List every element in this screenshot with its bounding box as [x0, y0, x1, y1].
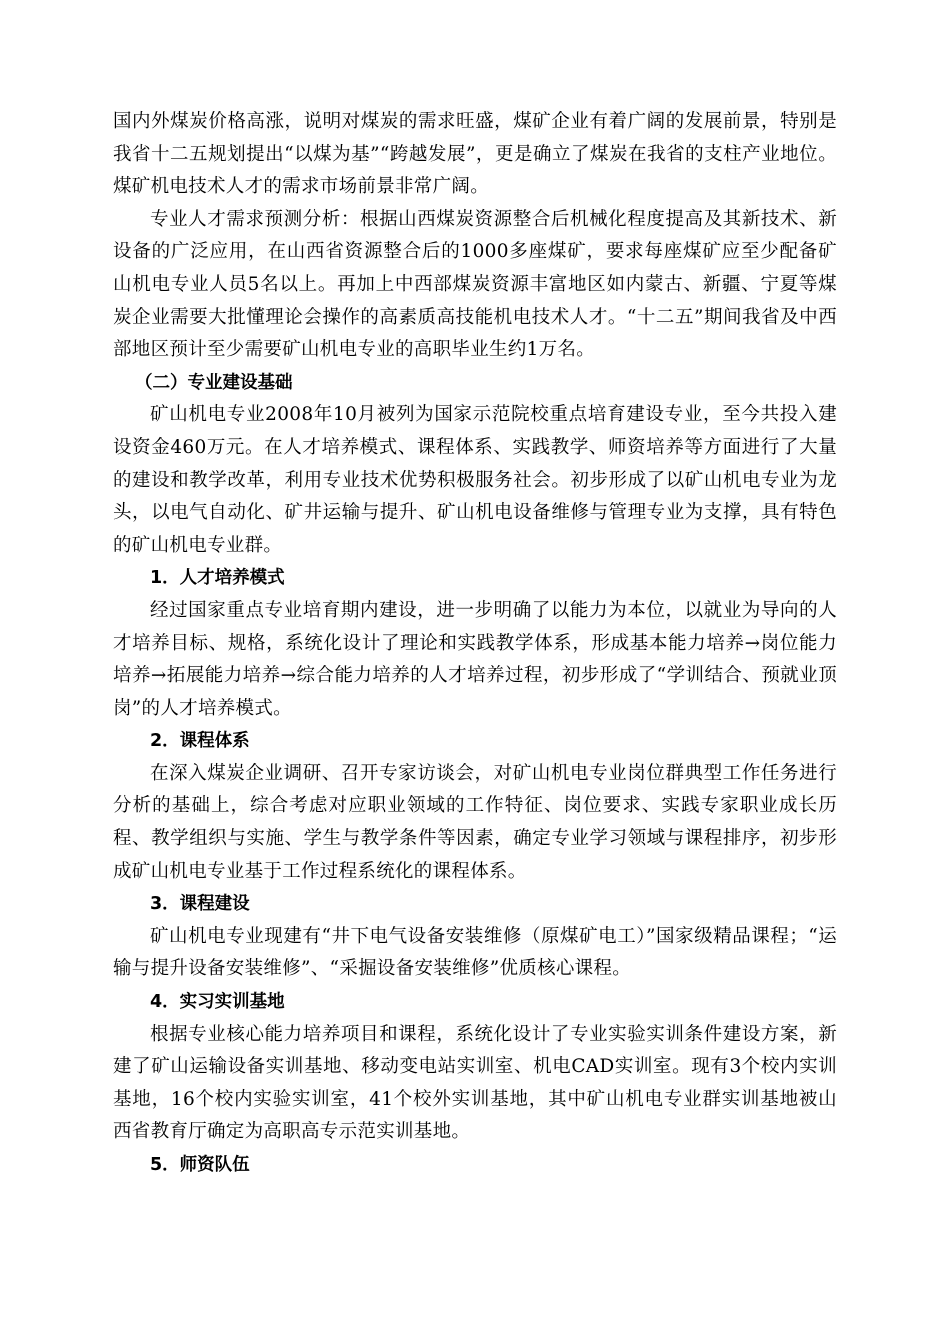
paragraph-talent-demand: 专业人才需求预测分析：根据山西煤炭资源整合后机械化程度提高及其新技术、新设备的广泛应用，在山西省资源整合后的1000多座煤矿，要求每座煤矿应至少配备矿山机电专业人员5名以上。再加上中西部煤炭资源丰富地区如内蒙古、新疆、宁夏等煤炭企业需要大批懂理论会操作的高素质高技能机电技术人才。“十二五”期间我省及中西部地区预计至少需要矿山机电专业的高职毕业生约1万名。	[113, 208, 837, 361]
paragraph-curriculum-system: 在深入煤炭企业调研、召开专家访谈会，对矿山机电专业岗位群典型工作任务进行分析的基础上，综合考虑对应职业领域的工作特征、岗位要求、实践专家职业成长历程、教学组织与实施、学生与教学条件等因素，确定专业学习领域与课程排序，初步形成矿山机电专业基于工作过程系统化的课程体系。	[113, 762, 837, 882]
subheading-faculty: 5．师资队伍	[150, 1155, 250, 1175]
subheading-course-construction: 3．课程建设	[150, 894, 250, 915]
section-heading-base: （二）专业建设基础	[135, 372, 293, 393]
paragraph-base: 矿山机电专业2008年10月被列为国家示范院校重点培育建设专业，至今共投入建设资金460万元。在人才培养模式、课程体系、实践教学、师资培养等方面进行了大量的建设和教学改革，利用专业技术优势积极服务社会。初步形成了以矿山机电专业为龙头，以电气自动化、矿井运输与提升、矿山机电设备维修与管理专业为支撑，具有特色的矿山机电专业群。	[113, 404, 837, 556]
paragraph-training-base: 根据专业核心能力培养项目和课程，系统化设计了专业实验实训条件建设方案，新建了矿山运输设备实训基地、移动变电站实训室、机电CAD实训室。现有3个校内实训基地，16个校内实验实训室，41个校外实训基地，其中矿山机电专业群实训基地被山西省教育厅确定为高职高专示范实训基地。	[113, 1023, 837, 1143]
paragraph-coal-market: 国内外煤炭价格高涨，说明对煤炭的需求旺盛，煤矿企业有着广阔的发展前景，特别是我省十二五规划提出“以煤为基”“跨越发展”，更是确立了煤炭在我省的支柱产业地位。煤矿机电技术人才的需求市场前景非常广阔。	[113, 111, 837, 198]
paragraph-course-construction: 矿山机电专业现建有“井下电气设备安装维修（原煤矿电工）”国家级精品课程；“运输与提升设备安装维修”、“采掘设备安装维修”优质核心课程。	[113, 925, 837, 980]
paragraph-training-mode: 经过国家重点专业培育期内建设，进一步明确了以能力为本位，以就业为导向的人才培养目标、规格，系统化设计了理论和实践教学体系，形成基本能力培养→岗位能力培养→拓展能力培养→综合能力培养的人才培养过程，初步形成了“学训结合、预就业顶岗”的人才培养模式。	[113, 599, 837, 719]
document-page	[113, 106, 837, 1182]
subheading-curriculum-system: 2．课程体系	[150, 731, 250, 752]
subheading-training-mode: 1．人才培养模式	[150, 568, 285, 589]
subheading-training-base: 4．实习实训基地	[150, 992, 285, 1013]
